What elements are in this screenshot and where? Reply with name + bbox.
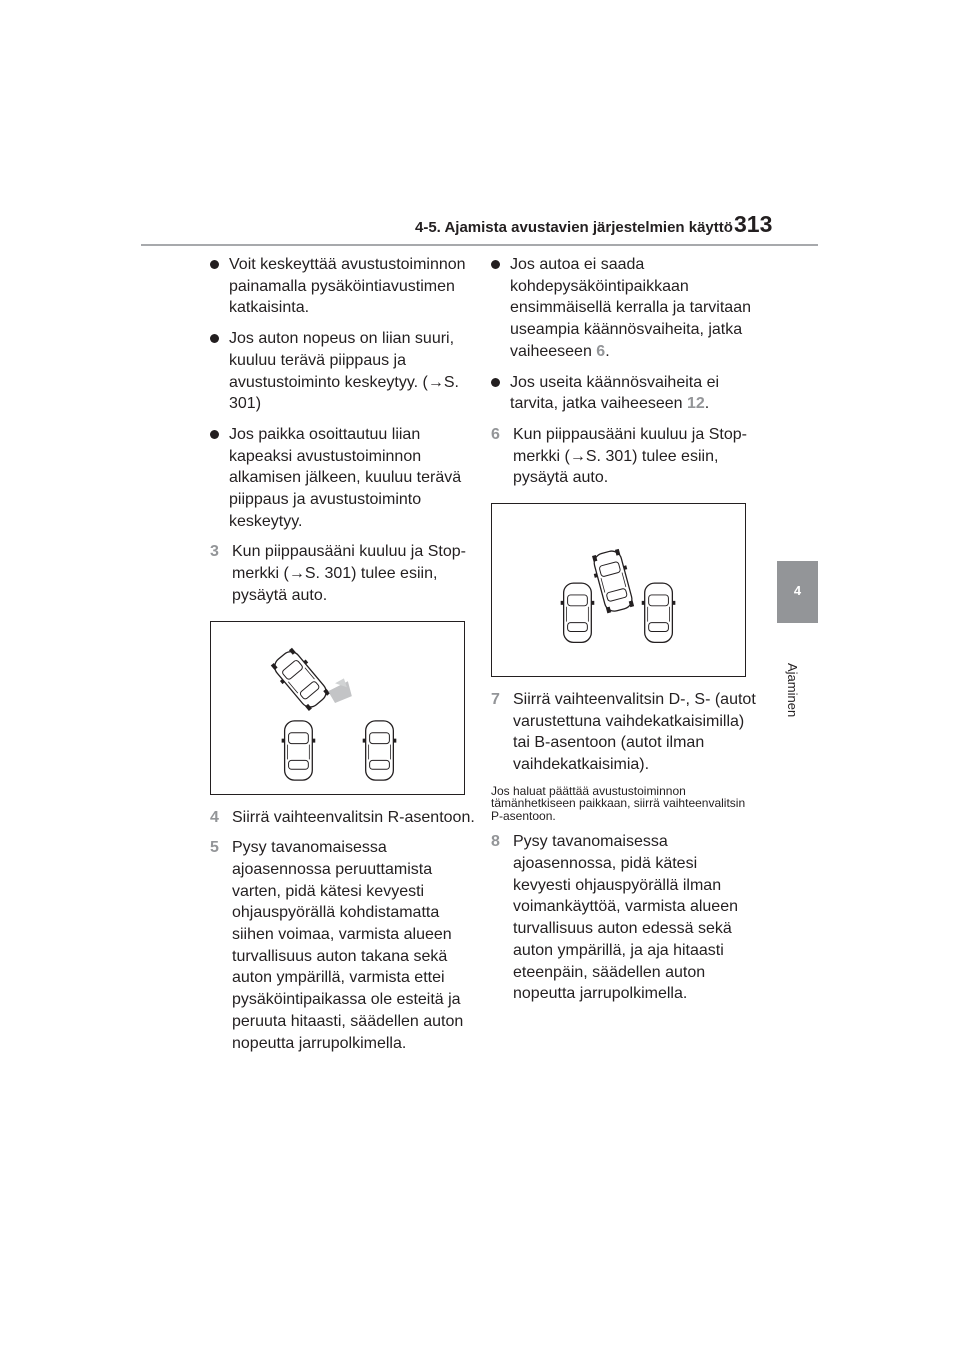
step-text: Kun piippausääni kuuluu ja Stop-merkki (→S. 301) tulee esiin, pysäytä auto.	[513, 425, 747, 487]
bullet-text: Jos autoa ei saada kohdepysäköintipaikkaan ensimmäisellä kerralla ja tarvitaan useampia käännösvaiheita, jatka vaiheeseen	[510, 256, 751, 360]
bullet-end: .	[704, 395, 710, 413]
car-diagram-image	[492, 504, 745, 676]
step-reference: 6	[596, 342, 606, 360]
car-diagram-image	[211, 622, 464, 794]
list-item	[210, 424, 478, 533]
step-text: Siirrä vaihteenvalitsin R-asentoon.	[232, 808, 475, 826]
list-item	[210, 254, 478, 319]
bullet-text: Jos useita käännösvaiheita ei tarvita, jatka vaiheeseen	[510, 373, 720, 413]
page-number: 313	[734, 211, 773, 237]
parking-illustration-forward	[491, 503, 746, 677]
step-7	[491, 689, 759, 776]
right-column	[491, 254, 759, 1014]
step-8	[491, 831, 759, 1005]
list-item	[491, 254, 759, 363]
bullet-icon	[491, 378, 500, 387]
note-text: Jos haluat päättää avustustoiminnon tämänhetkiseen paikkaan, siirrä vaihteenvalitsin P-asentoon.	[491, 783, 746, 823]
step-4	[210, 807, 478, 829]
step-reference: 12	[687, 395, 705, 413]
bullet-text: Jos paikka osoittautuu liian kapeaksi avustustoiminnon alkamisen jälkeen, kuuluu terävä piippaus ja avustustoiminto keskeytyy.	[229, 425, 462, 530]
bullet-text: Voit keskeyttää avustustoiminnon painamalla pysäköintiavustimen katkaisinta.	[229, 256, 466, 317]
step-text: Siirrä vaihteenvalitsin D-, S- (autot varustettuna vaihdekatkaisimilla) tai B-asentoon (autot ilman vaihdekatkaisimia).	[513, 691, 756, 774]
step-number: 3	[210, 543, 219, 561]
header-rule	[141, 244, 818, 246]
step-number: 4	[210, 808, 219, 826]
bullet-icon	[210, 430, 219, 439]
section-title: 4-5. Ajamista avustavien järjestelmien käyttö	[415, 219, 733, 236]
step-3	[210, 541, 478, 606]
step-text: Pysy tavanomaisessa ajoasennossa, pidä kätesi kevyesti ohjauspyörällä ilman voimankäyttöä, varmista alueen turvallisuus auton edessä sekä auton ympärillä, ja aja hitaasti eteenpäin, säädellen auton nopeutta jarrupolkimella.	[513, 833, 738, 1003]
step-5	[210, 837, 478, 1054]
step-number: 6	[491, 425, 500, 443]
step-6	[491, 424, 759, 489]
chapter-label: Ajaminen	[785, 663, 800, 718]
chapter-tab	[777, 561, 818, 623]
chapter-number: 4	[793, 583, 802, 598]
bullet-end: .	[605, 342, 610, 360]
bullet-icon	[210, 334, 219, 343]
step-number: 5	[210, 839, 219, 857]
left-column	[210, 254, 478, 1063]
list-item	[491, 372, 759, 415]
step-number: 7	[491, 691, 500, 709]
bullet-icon	[210, 260, 219, 269]
bullet-icon	[491, 260, 500, 269]
bullet-text: Jos auton nopeus on liian suuri, kuuluu terävä piippaus ja avustustoiminto keskeytyy. (→S. 301)	[229, 330, 459, 413]
step-text: Pysy tavanomaisessa ajoasennossa peruuttamista varten, pidä kätesi kevyesti ohjauspyörällä kohdistamatta siihen voimaa, varmista alueen turvallisuus auton takana sekä auton ympärillä, varmista ettei pysäköintipaikassa ole esteitä ja peruuta hitaasti, säädellen auton nopeutta jarrupolkimella.	[232, 839, 464, 1052]
step-number: 8	[491, 833, 500, 851]
step-text: Kun piippausääni kuuluu ja Stop-merkki (→S. 301) tulee esiin, pysäytä auto.	[232, 543, 466, 604]
parking-illustration-reverse	[210, 621, 465, 795]
list-item	[210, 328, 478, 415]
